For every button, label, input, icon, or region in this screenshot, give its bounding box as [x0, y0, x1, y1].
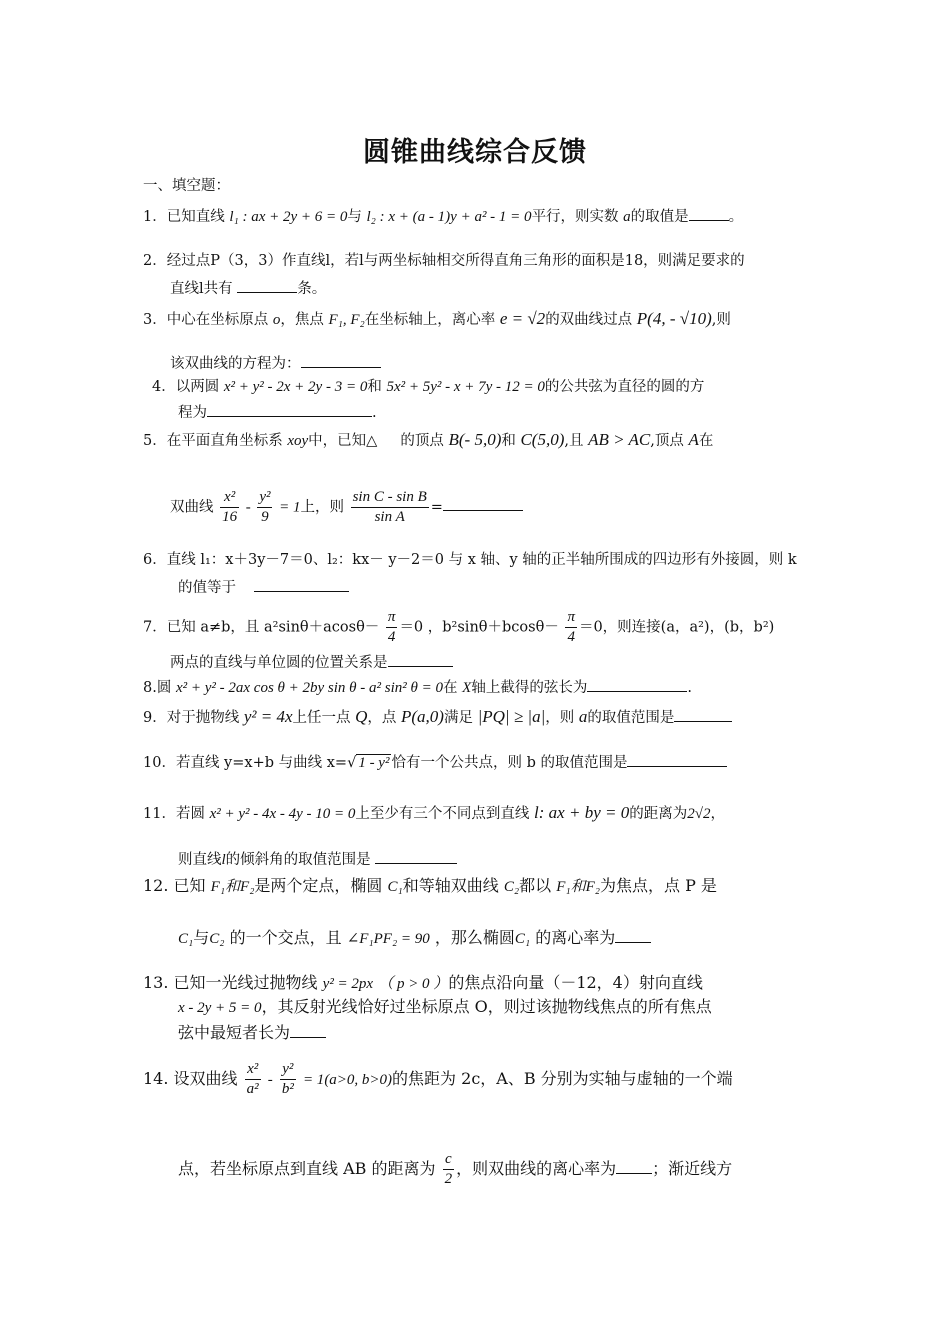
equation: l₂ : x + (a - 1)y + a² - 1 = 0 — [366, 209, 532, 225]
answer-blank[interactable] — [207, 402, 372, 417]
fraction: $\frac{\pi}{4}$ — [387, 609, 396, 645]
question-5: 5．在平面直角坐标系 xoy中，已知△ 的顶点 B(- 5,0)和 C(5,0),且 AB > AC,顶点 A在 — [143, 430, 714, 449]
question-8: 8.圆 x² + y² - 2ax cos θ + 2by sin θ - a² sin² θ = 0在 X轴上截得的弦长为 . — [143, 677, 692, 697]
answer-blank[interactable] — [375, 849, 457, 864]
question-12-cont: C₁与C₂ 的一个交点，且 ∠F₁PF₂ = 90 ，那么椭圆C₁ 的离心率为 — [178, 928, 651, 948]
fraction: $\frac{\text{y²}}{9}$ — [259, 489, 271, 525]
answer-blank[interactable] — [254, 577, 349, 592]
question-10: 10．若直线 y=x+b 与曲线 x=√ 1 - y² 恰有一个公共点，则 b 的取值范围是 — [143, 752, 727, 772]
fraction: $\frac{\pi}{4}$ — [567, 609, 575, 645]
question-6: 6．直线 l₁：x＋3y－7＝0、l₂：kx－ y－2＝0 与 x 轴、y 轴的正半轴所围成的四边形有外接圆，则 k — [143, 552, 797, 568]
question-7: 7．已知 a≠b，且 a²sinθ＋acosθ－ $\frac{\pi}{4}$ ＝0 ，b²sinθ＋bcosθ－ $\frac{\pi}{4}$ ＝0，则连接(a，a²)，(b，b²) — [143, 609, 775, 645]
equation: x² + y² - 2x + 2y - 3 = 0 — [223, 379, 368, 395]
answer-blank[interactable] — [615, 928, 651, 943]
fraction: $\frac{c}{2}$ — [444, 1151, 453, 1187]
answer-blank[interactable] — [587, 677, 687, 692]
answer-blank[interactable] — [674, 707, 732, 722]
question-13-cont2: 弦中最短者长为 — [178, 1023, 326, 1042]
question-14-cont: 点，若坐标原点到直线 AB 的距离为 $\frac{c}{2}$ ，则双曲线的离心率为 ；渐近线方 — [178, 1151, 733, 1187]
answer-blank[interactable] — [237, 278, 297, 293]
question-3-cont: 该双曲线的方程为： — [170, 353, 381, 373]
fraction: $\frac{\text{x²}}{16}$ — [222, 489, 238, 525]
question-9: 9．对于抛物线 y² = 4x上任一点 Q，点 P(a,0)满足 |PQ| ≥ |a|，则 a的取值范围是 — [143, 707, 732, 727]
question-4-cont: 程为 . — [178, 402, 377, 422]
answer-blank[interactable] — [388, 652, 453, 667]
answer-blank[interactable] — [616, 1159, 652, 1174]
answer-blank[interactable] — [689, 206, 729, 221]
question-12: 12. 已知 F₁和F₂是两个定点，椭圆 C₁和等轴双曲线 C₂都以 F₁和F₂为焦点，点 P 是 — [143, 876, 717, 895]
question-5-cont: 双曲线 $\frac{\text{x²}}{16}$ - $\frac{\text{y²}}{9}$ = 1上，则 $\frac{\text{sin C - sin B}}{\text{sin A}}$ = — [170, 488, 523, 527]
question-2: 2．经过点P（3，3）作直线l，若l与两坐标轴相交所得直角三角形的面积是18，则满足要求的 — [143, 253, 745, 269]
question-3: 3．中心在坐标原点 o，焦点 F₁, F₂在坐标轴上，离心率 e = √2的双曲线过点 P(4, - √10),则 — [143, 309, 731, 328]
answer-blank[interactable] — [627, 752, 727, 767]
page-title: 圆锥曲线综合反馈 — [363, 137, 587, 168]
question-7-cont: 两点的直线与单位圆的位置关系是 — [170, 652, 453, 672]
question-11-cont: 则直线l的倾斜角的取值范围是 — [178, 849, 457, 869]
equation: 5x² + 5y² - x + 7y - 12 = 0 — [386, 379, 545, 395]
fraction: $\frac{\text{sin C - sin B}}{\text{sin A}}$ — [352, 489, 427, 525]
fraction: $\frac{\text{y²}}{\text{b²}}$ — [281, 1061, 294, 1097]
question-1: 1．已知直线 l₁ : ax + 2y + 6 = 0与 l₂ : x + (a - 1)y + a² - 1 = 0平行，则实数 a的取值是 。 — [143, 206, 743, 226]
fraction: $\frac{\text{x²}}{\text{a²}}$ — [246, 1061, 259, 1097]
section-heading: 一、填空题： — [143, 178, 230, 194]
equation: : ax + by = 0 — [538, 803, 630, 822]
answer-blank[interactable] — [443, 496, 523, 511]
question-4: 4．以两圆 x² + y² - 2x + 2y - 3 = 0和 5x² + 5y² - x + 7y - 12 = 0的公共弦为直径的圆的方 — [152, 379, 705, 395]
equation: y² = 4x — [243, 707, 293, 726]
answer-blank[interactable] — [290, 1023, 326, 1038]
equation: e = √2 — [499, 309, 546, 328]
equation: x² + y² - 2ax cos θ + 2by sin θ - a² sin² θ = 0 — [175, 680, 444, 696]
equation: x - 2y + 5 = 0 — [178, 1000, 262, 1016]
question-2-cont: 直线l共有 条。 — [170, 278, 326, 298]
question-13-cont: x - 2y + 5 = 0，其反射光线恰好过坐标原点 O，则过该抛物线焦点的所有焦点 — [178, 997, 712, 1016]
equation: l₁ : ax + 2y + 6 = 0 — [229, 209, 348, 225]
equation: P(4, - √10) — [636, 309, 712, 328]
equation: y² = 2px — [322, 976, 374, 992]
question-13: 13. 已知一光线过抛物线 y² = 2px （ p > 0 ）的焦点沿向量（－12，4）射向直线 — [143, 973, 703, 992]
question-6-cont: 的值等于 — [178, 577, 349, 597]
answer-blank[interactable] — [301, 353, 381, 368]
equation: x² + y² - 4x - 4y - 10 = 0 — [209, 806, 356, 822]
question-14: 14. 设双曲线 $\frac{\text{x²}}{\text{a²}}$ - $\frac{\text{y²}}{\text{b²}}$ = 1(a>0, b>0)的焦距为 2c，A、B 分别为实轴与虚轴的一个端 — [143, 1061, 733, 1097]
question-11: 11．若圆 x² + y² - 4x - 4y - 10 = 0上至少有三个不同点到直线 l: ax + by = 0的距离为2√2， — [143, 803, 725, 822]
